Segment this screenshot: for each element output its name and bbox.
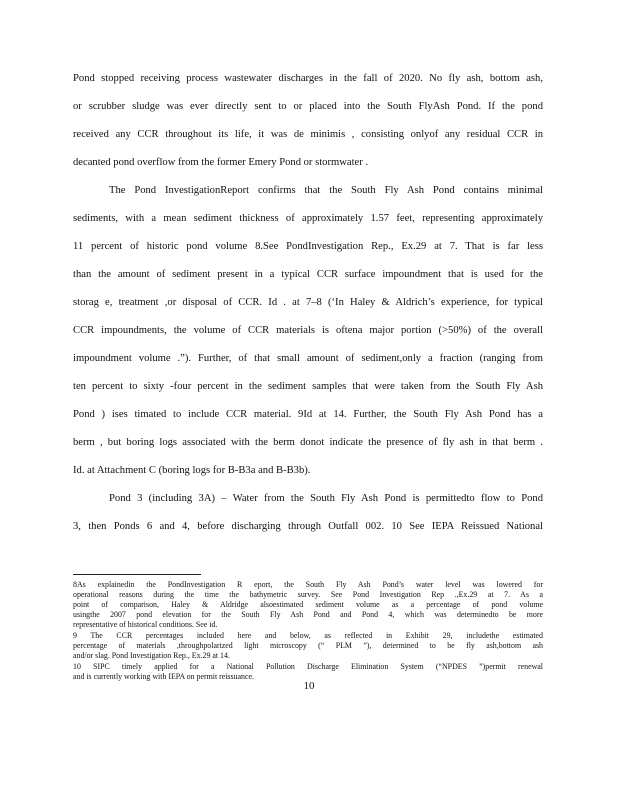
footnote-line: point of comparison, Haley & Aldridge alsoestimated sediment volume as a percentage of pond volume	[73, 600, 543, 609]
body-line: sediments, with a mean sediment thickness of approximately 1.57 feet, representing approximately	[73, 213, 543, 224]
body-line: storag e, treatment ,or disposal of CCR. Id . at 7–8 (‘In Haley & Aldrich’s experience, for typical	[73, 297, 543, 308]
body-line: decanted pond overflow from the former Emery Pond or stormwater .	[73, 157, 369, 168]
footnote-line: operational reasons during the time the bathymetric survey. See Pond Investigation Rep .,Ex.29 at 7. As a	[73, 590, 543, 599]
body-line: Pond ) ises timated to include CCR material. 9Id at 14. Further, the South Fly Ash Pond has a	[73, 409, 543, 420]
body-line: CCR impoundments, the volume of CCR materials is oftena major portion (>50%) of the overall	[73, 325, 543, 336]
footnote-line: and/or slag. Pond Investigation Rep., Ex.29 at 14.	[73, 651, 230, 660]
footnote-line: percentage of materials ,throughpolarized light microscopy (“ PLM ”), determined to be fly ash,bottom ash	[73, 641, 543, 650]
body-line: 3, then Ponds 6 and 4, before discharging through Outfall 002. 10 See IEPA Reissued National	[73, 521, 543, 532]
body-line: or scrubber sludge was ever directly sent to or placed into the South FlyAsh Pond. If the pond	[73, 101, 543, 112]
body-line: impoundment volume .”). Further, of that small amount of sediment,only a fraction (ranging from	[73, 353, 543, 364]
body-line: The Pond InvestigationReport confirms that the South Fly Ash Pond contains minimal	[109, 185, 543, 196]
body-line: ten percent to sixty -four percent in the sediment samples that were taken from the South Fly Ash	[73, 381, 543, 392]
footnote-line: usingthe 2007 pond elevation for the South Fly Ash Pond and Pond 4, which was determinedto be more	[73, 610, 543, 619]
body-line: Id. at Attachment C (boring logs for B-B3a and B-B3b).	[73, 465, 311, 476]
footnote-line: 8As explainedin the PondInvestigation R eport, the South Fly Ash Pond’s water level was lowered for	[73, 580, 543, 589]
body-line: Pond 3 (including 3A) – Water from the South Fly Ash Pond is permittedto flow to Pond	[109, 493, 543, 504]
footnote-line: 10 SIPC timely applied for a National Pollution Discharge Elimination System (“NPDES ”)permit renewal	[73, 662, 543, 671]
footnote-separator	[73, 574, 201, 575]
body-line: berm , but boring logs associated with the berm donot indicate the presence of fly ash in that berm .	[73, 437, 543, 448]
body-line: than the amount of sediment present in a typical CCR surface impoundment that is used for the	[73, 269, 543, 280]
footnote-line: 9 The CCR percentages included here and below, as reflected in Exhibit 29, includethe estimated	[73, 631, 543, 640]
page-number: 10	[303, 680, 315, 692]
footnote-line: and is currently working with IEPA on permit reissuance.	[73, 672, 254, 681]
body-line: Pond stopped receiving process wastewater discharges in the fall of 2020. No fly ash, bottom ash,	[73, 73, 543, 84]
body-line: 11 percent of historic pond volume 8.See PondInvestigation Rep., Ex.29 at 7. That is far less	[73, 241, 543, 252]
footnote-line: representative of historical conditions. See id.	[73, 620, 218, 629]
body-line: received any CCR throughout its life, it was de minimis , consisting onlyof any residual CCR in	[73, 129, 543, 140]
